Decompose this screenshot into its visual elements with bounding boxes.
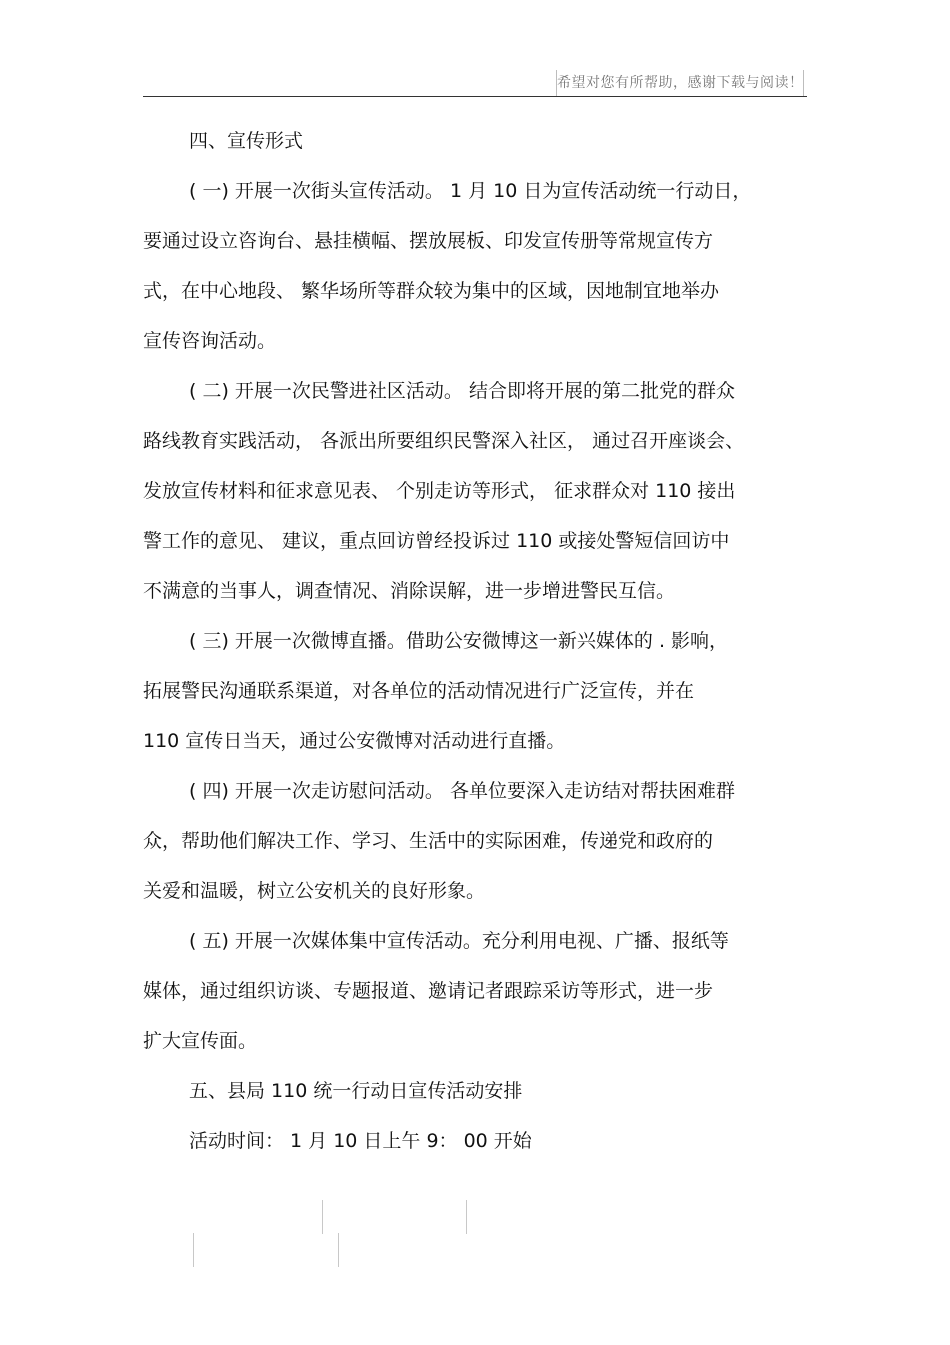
paragraph-1-line-3: 式，在中心地段、 繁华场所等群众较为集中的区域，因地制宜地举办 <box>143 280 720 302</box>
paragraph-2-line-5: 不满意的当事人，调查情况、消除误解，进一步增进警民互信。 <box>143 580 676 602</box>
paragraph-2-line-1: ( 二) 开展一次民警进社区活动。 结合即将开展的第二批党的群众 <box>189 380 735 402</box>
paragraph-4-line-1: ( 四) 开展一次走访慰问活动。 各单位要深入走访结对帮扶困难群 <box>189 780 735 802</box>
table-border-fragment <box>193 1233 194 1267</box>
table-border-fragment <box>466 1200 467 1234</box>
paragraph-3-line-1: ( 三) 开展一次微博直播。借助公安微博这一新兴媒体的 . 影响， <box>189 630 729 652</box>
paragraph-4-line-3: 关爱和温暖，树立公安机关的良好形象。 <box>143 880 486 902</box>
paragraph-1-line-1: ( 一) 开展一次街头宣传活动。 1 月 10 日为宣传活动统一行动日， <box>189 180 752 202</box>
paragraph-5-line-1: ( 五) 开展一次媒体集中宣传活动。充分利用电视、广播、报纸等 <box>189 930 729 952</box>
paragraph-2-line-4: 警工作的意见、 建议，重点回访曾经投诉过 110 或接处警短信回访中 <box>143 530 730 552</box>
paragraph-2-line-2: 路线教育实践活动， 各派出所要组织民警深入社区， 通过召开座谈会、 <box>143 430 745 452</box>
document-body <box>143 116 807 1166</box>
paragraph-4-line-2: 众，帮助他们解决工作、学习、生活中的实际困难，传递党和政府的 <box>143 830 714 852</box>
section-heading-5: 五、县局 110 统一行动日宣传活动安排 <box>189 1080 523 1102</box>
paragraph-5-line-2: 媒体，通过组织访谈、专题报道、邀请记者跟踪采访等形式，进一步 <box>143 980 714 1002</box>
paragraph-3-line-3: 110 宣传日当天，通过公安微博对活动进行直播。 <box>143 730 566 752</box>
table-border-fragment <box>338 1233 339 1267</box>
paragraph-2-line-3: 发放宣传材料和征求意见表、 个别走访等形式， 征求群众对 110 接出 <box>143 480 736 502</box>
table-border-fragment <box>322 1200 323 1234</box>
activity-time: 活动时间： 1 月 10 日上午 9： 00 开始 <box>189 1130 532 1152</box>
paragraph-1-line-4: 宣传咨询活动。 <box>143 330 277 352</box>
paragraph-1-line-2: 要通过设立咨询台、悬挂横幅、摆放展板、印发宣传册等常规宣传方 <box>143 230 714 252</box>
section-heading-4: 四、宣传形式 <box>189 130 304 152</box>
paragraph-3-line-2: 拓展警民沟通联系渠道，对各单位的活动情况进行广泛宣传，并在 <box>143 680 695 702</box>
header-divider <box>143 96 807 97</box>
paragraph-5-line-3: 扩大宣传面。 <box>143 1030 258 1052</box>
header-note: 希望对您有所帮助，感谢下载与阅读！ <box>556 70 804 96</box>
